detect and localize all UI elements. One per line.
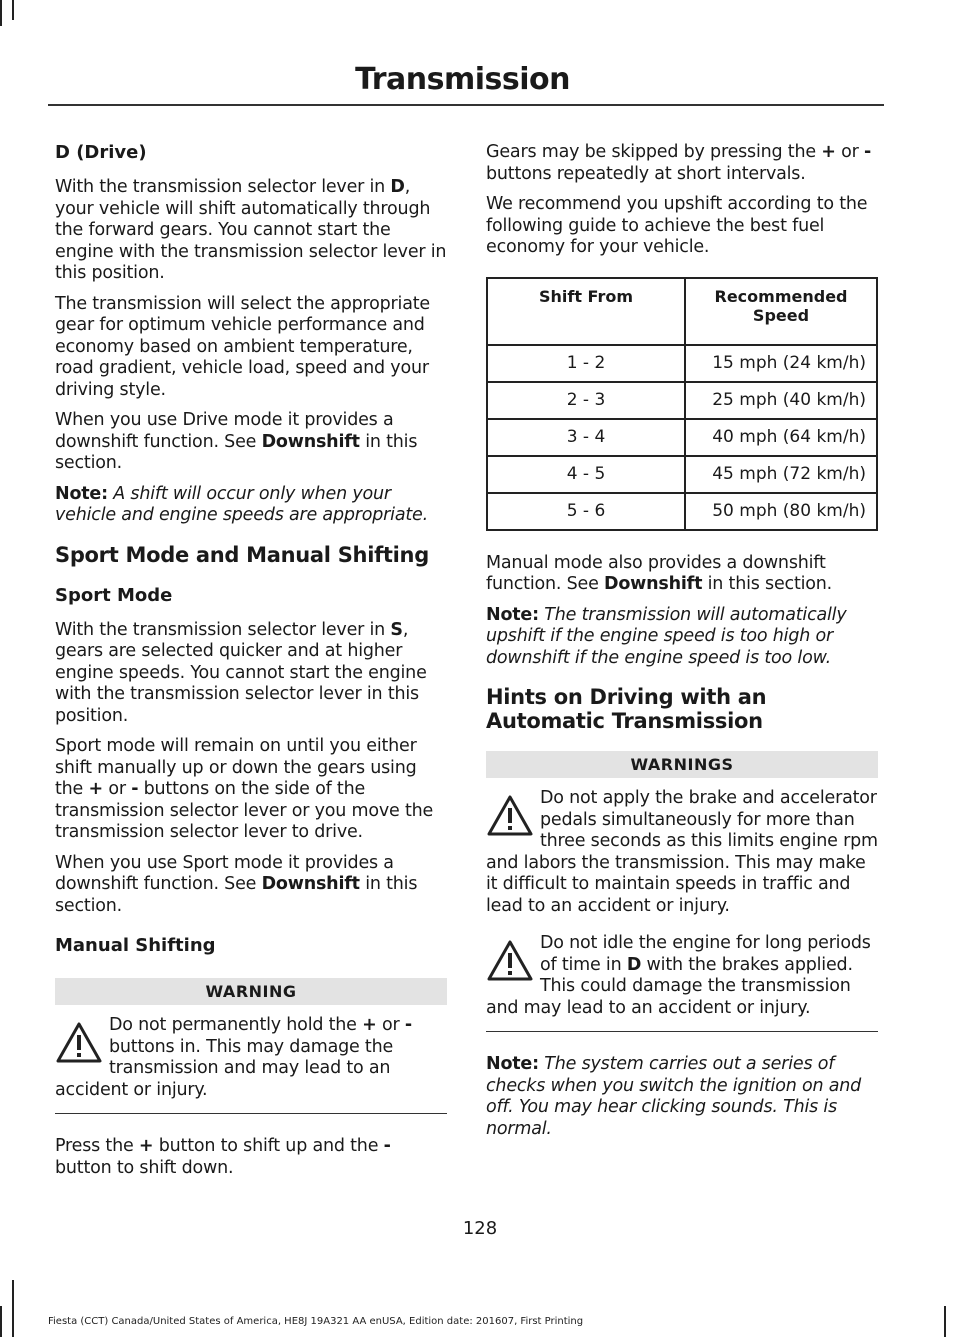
speed-cell: 45 mph (72 km/h) xyxy=(685,456,877,493)
warning-divider xyxy=(486,1031,878,1032)
sport-paragraph-3: When you use Sport mode it provides a downshift function. See Downshift in this section. xyxy=(55,852,418,916)
recommend-paragraph: We recommend you upshift according to the following guide to achieve the best fuel economy for your vehicle. xyxy=(486,194,868,257)
speed-cell: 25 mph (40 km/h) xyxy=(685,382,877,419)
left-column xyxy=(55,142,447,1188)
warnings-header: WARNINGS xyxy=(486,751,878,778)
shift-from-cell: 3 - 4 xyxy=(487,419,685,456)
crop-mark xyxy=(12,1280,14,1337)
skip-paragraph: Gears may be skipped by pressing the + or - buttons repeatedly at short intervals. xyxy=(486,142,872,184)
shift-from-cell: 1 - 2 xyxy=(487,345,685,382)
table-header-row xyxy=(487,278,877,345)
speed-cell: 40 mph (64 km/h) xyxy=(685,419,877,456)
shift-speed-table xyxy=(486,277,878,531)
table-row xyxy=(487,419,877,456)
table-row xyxy=(487,456,877,493)
warning-triangle-icon xyxy=(486,939,534,985)
note-upshift: Note: The transmission will automatically upshift if the engine speed is too high or downshift if the engine speed is too low. xyxy=(486,604,847,668)
sport-subheading: Sport Mode xyxy=(55,584,173,606)
speed-cell: 50 mph (80 km/h) xyxy=(685,493,877,530)
table-row xyxy=(487,382,877,419)
drive-paragraph-1: With the transmission selector lever in D, your vehicle will shift automatically through the forward gears. You cannot start the engine with the transmission selector lever in this position. xyxy=(55,177,447,283)
footer-edition: Fiesta (CCT) Canada/United States of America, HE8J 19A321 AA enUSA, Edition date: 201607, First Printing xyxy=(48,1316,584,1327)
drive-heading: D (Drive) xyxy=(55,142,147,163)
page-title: Transmission xyxy=(355,62,570,97)
table-row xyxy=(487,345,877,382)
drive-paragraph-3: When you use Drive mode it provides a downshift function. See Downshift in this section. xyxy=(55,410,418,473)
warning-divider xyxy=(55,1113,447,1114)
page-number: 128 xyxy=(462,1218,498,1239)
crop-mark xyxy=(12,0,14,20)
note-clicking: Note: The system carries out a series of checks when you switch the ignition on and off. You may hear clicking sounds. This is normal. xyxy=(486,1054,862,1139)
warning-block: Do not apply the brake and accelerator pedals simultaneously for more than three seconds as this limits engine rpm and labors the transmission. This may make it difficult to maintain speeds in traffic and lead to an accident or injury. xyxy=(486,788,878,916)
manual-mode-paragraph: Manual mode also provides a downshift function. See Downshift in this section. xyxy=(486,552,833,594)
column-header-recommended-speed: Recommended Speed xyxy=(685,278,877,345)
crop-mark xyxy=(944,1306,946,1337)
drive-paragraph-2: The transmission will select the appropriate gear for optimum vehicle performance and economy based on ambient temperature, road gradient, vehicle load, speed and your driving style. xyxy=(55,293,430,400)
shift-from-cell: 4 - 5 xyxy=(487,456,685,493)
warning-triangle-icon xyxy=(55,1021,103,1067)
warning-block: Do not permanently hold the + or - buttons in. This may damage the transmission and may lead to an accident or injury. xyxy=(55,1015,412,1100)
drive-note: Note: A shift will occur only when your vehicle and engine speeds are appropriate. xyxy=(55,483,428,525)
sport-paragraph-1: With the transmission selector lever in S, gears are selected quicker and at higher engine speeds. You cannot start the engine with the transmission selector lever in this position. xyxy=(55,619,427,726)
table-row xyxy=(487,493,877,530)
press-paragraph: Press the + button to shift up and the - button to shift down. xyxy=(55,1136,391,1178)
hints-heading: Hints on Driving with an Automatic Transmission xyxy=(486,685,767,733)
warning-block: Do not idle the engine for long periods of time in D with the brakes applied. This could damage the transmission and may lead to an accident or injury. xyxy=(486,933,871,1018)
header-rule xyxy=(48,104,884,106)
sport-paragraph-2: Sport mode will remain on until you either shift manually up or down the gears using the + or - buttons on the side of the transmission selector lever or you move the transmission selector lever to drive. xyxy=(55,736,434,842)
manual-heading: Manual Shifting xyxy=(55,935,216,956)
right-column xyxy=(486,142,878,1149)
crop-mark xyxy=(0,1306,2,1337)
sport-heading: Sport Mode and Manual Shifting xyxy=(55,542,429,567)
shift-from-cell: 2 - 3 xyxy=(487,382,685,419)
shift-from-cell: 5 - 6 xyxy=(487,493,685,530)
column-header-shift-from: Shift From xyxy=(487,278,685,345)
warning-header: WARNING xyxy=(55,978,447,1005)
speed-cell: 15 mph (24 km/h) xyxy=(685,345,877,382)
crop-mark xyxy=(0,0,2,26)
warning-triangle-icon xyxy=(486,794,534,840)
